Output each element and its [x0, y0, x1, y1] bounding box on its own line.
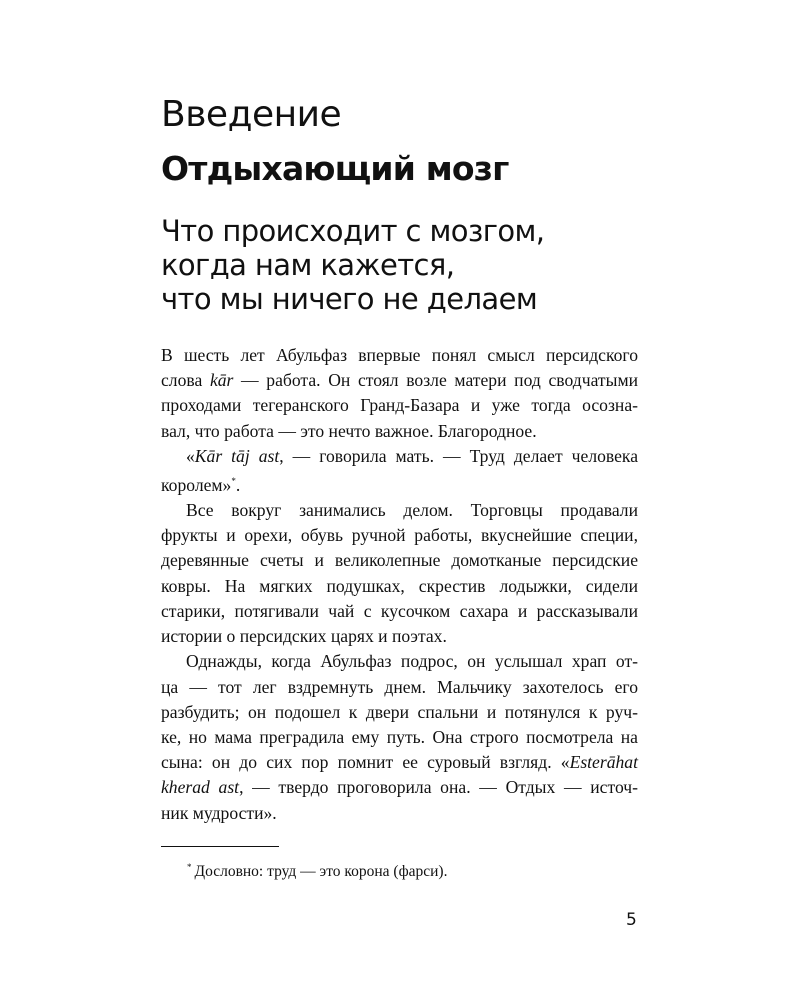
- paragraph: [161, 343, 638, 444]
- text-line: В шесть лет Абульфаз впервые понял смысл персидского: [161, 345, 638, 365]
- footnote-mark: *: [187, 862, 192, 872]
- text-line: Все вокруг занимались делом. Торговцы продавали: [186, 500, 638, 521]
- footnote-text: Дословно: труд — это корона (фарси).: [194, 863, 448, 881]
- footnote-divider: [161, 846, 279, 847]
- paragraph: [161, 444, 638, 498]
- subtitle-line: Что происходит с мозгом,: [161, 214, 545, 248]
- text-line: фрукты и орехи, обувь ручной работы, вкуснейшие специи,: [161, 525, 638, 546]
- text-line: ковры. На мягких подушках, скрестив лодыжки, сидели: [161, 575, 638, 596]
- text-line: старики, потягивали чай с кусочком сахара и рассказывали: [161, 600, 638, 621]
- chapter-title: Отдыхающий мозг: [161, 149, 509, 188]
- footnote-reference[interactable]: *: [231, 476, 236, 487]
- persian-phrase: Kār tāj ast: [194, 445, 280, 466]
- paragraph: [161, 498, 638, 649]
- text-line: «Kār tāj ast, — говорила мать. — Труд делает человека: [186, 445, 638, 466]
- text-line: слова kār — работа. Он стоял возле матери под сводчатыми: [161, 370, 638, 391]
- persian-word: kār: [209, 370, 234, 391]
- text-line: королем»*.: [161, 474, 241, 495]
- text-line: Однажды, когда Абульфаз подрос, он услышал храп от-: [186, 651, 638, 672]
- text-line: сына: он до сих пор помнит ее суровый взгляд. «Esterāhat: [161, 752, 638, 773]
- paragraph: [161, 649, 638, 825]
- page-number: 5: [626, 910, 637, 930]
- text-line: ца — тот лег вздремнуть днем. Мальчику захотелось его: [161, 676, 638, 697]
- text-line: ке, но мама преградила ему путь. Она строго посмотрела на: [161, 726, 638, 747]
- chapter-subtitle: [161, 214, 544, 316]
- persian-word: Esterāhat: [569, 752, 638, 773]
- footnote: [187, 857, 447, 882]
- subtitle-line: когда нам кажется,: [161, 248, 455, 282]
- body-text: [161, 343, 638, 826]
- text-line: проходами тегеранского Гранд-Базара и уже тогда осозна-: [161, 395, 638, 416]
- text-line: ник мудрости».: [161, 802, 277, 823]
- persian-phrase: kherad ast: [161, 777, 240, 798]
- text-line: разбудить; он подошел к двери спальни и потянулся к руч-: [161, 701, 638, 722]
- text-line: вал, что работа — это нечто важное. Благородное.: [161, 420, 537, 441]
- text-line: kherad ast, — твердо проговорила она. — Отдых — источ-: [161, 777, 638, 798]
- text-line: истории о персидских царях и поэтах.: [161, 626, 447, 647]
- chapter-label: Введение: [161, 94, 342, 135]
- text-line: деревянные счеты и великолепные домотканые персидские: [161, 550, 638, 571]
- subtitle-line: что мы ничего не делаем: [161, 282, 538, 316]
